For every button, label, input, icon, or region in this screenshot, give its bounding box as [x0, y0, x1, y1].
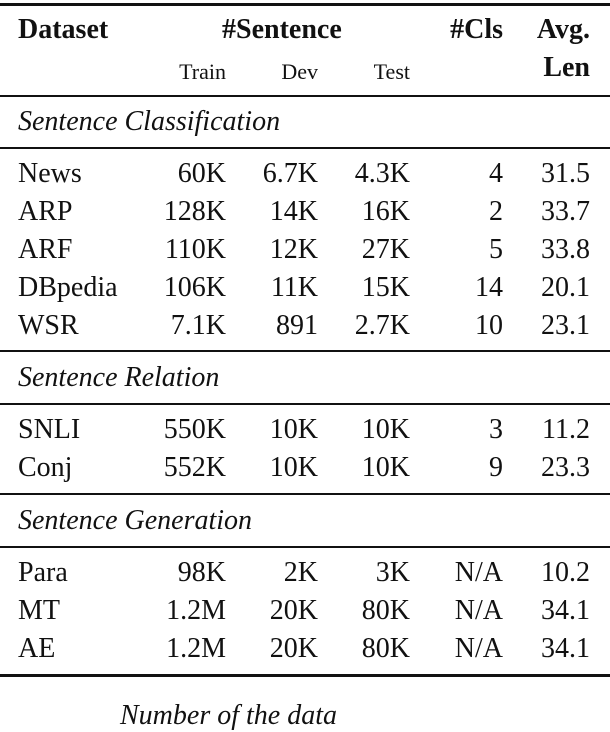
cell-avg-len: 34.1: [541, 595, 590, 626]
table-caption-partial: Number of the data: [120, 700, 337, 731]
cell-cls: N/A: [454, 557, 503, 588]
cell-avg-len: 23.1: [541, 310, 590, 341]
cell-dataset: News: [18, 158, 82, 189]
cell-test: 4.3K: [354, 158, 410, 189]
cell-cls: 3: [489, 414, 503, 445]
cell-avg-len: 11.2: [542, 414, 590, 445]
cell-avg-len: 33.7: [541, 196, 590, 227]
cell-dataset: SNLI: [18, 414, 81, 445]
cell-dev: 20K: [269, 633, 318, 664]
cell-dev: 10K: [269, 452, 318, 483]
cell-dev: 12K: [269, 234, 318, 265]
cell-cls: 9: [489, 452, 503, 483]
cell-cls: N/A: [454, 633, 503, 664]
cell-dev: 6.7K: [262, 158, 318, 189]
cell-dataset: WSR: [18, 310, 79, 341]
header-train: Train: [179, 59, 226, 84]
cell-test: 2.7K: [354, 310, 410, 341]
section-rule: [0, 546, 610, 548]
cell-train: 98K: [177, 557, 226, 588]
cell-cls: 2: [489, 196, 503, 227]
section-rule: [0, 493, 610, 495]
cell-test: 15K: [361, 272, 410, 303]
cell-dataset: AE: [18, 633, 56, 664]
cell-dev: 2K: [283, 557, 318, 588]
cell-dev: 11K: [270, 272, 318, 303]
cell-test: 16K: [361, 196, 410, 227]
header-len: Len: [543, 52, 590, 83]
cell-avg-len: 23.3: [541, 452, 590, 483]
cell-train: 106K: [163, 272, 226, 303]
cell-train: 552K: [163, 452, 226, 483]
header-avg: Avg.: [536, 14, 590, 45]
cell-dev: 20K: [269, 595, 318, 626]
cell-avg-len: 34.1: [541, 633, 590, 664]
cell-dataset: Para: [18, 557, 68, 588]
cell-train: 1.2M: [166, 633, 226, 664]
cell-avg-len: 10.2: [541, 557, 590, 588]
section-rule: [0, 403, 610, 405]
section-rule: [0, 147, 610, 149]
header-dataset: Dataset: [18, 14, 109, 45]
cell-dataset: MT: [18, 595, 60, 626]
section-rule: [0, 350, 610, 352]
header-sentence-group: #Sentence: [222, 14, 342, 45]
header-test: Test: [373, 59, 410, 84]
cell-avg-len: 31.5: [541, 158, 590, 189]
section-title-classification: Sentence Classification: [18, 106, 281, 137]
cell-test: 10K: [361, 414, 410, 445]
cell-dev: 891: [276, 310, 318, 341]
cell-cls: N/A: [454, 595, 503, 626]
header-cls: #Cls: [450, 14, 503, 45]
cell-dev: 10K: [269, 414, 318, 445]
header-rule: [0, 95, 610, 97]
cell-dataset: DBpedia: [18, 272, 118, 303]
cell-test: 3K: [375, 557, 410, 588]
cell-test: 80K: [361, 633, 410, 664]
cell-test: 10K: [361, 452, 410, 483]
cell-dataset: ARF: [18, 234, 73, 265]
cell-train: 110K: [164, 234, 226, 265]
cell-cls: 4: [489, 158, 503, 189]
section-title-generation: Sentence Generation: [18, 505, 253, 536]
bottom-rule: [0, 674, 610, 677]
cell-avg-len: 20.1: [541, 272, 590, 303]
cell-train: 60K: [177, 158, 226, 189]
cell-test: 27K: [361, 234, 410, 265]
cell-train: 1.2M: [166, 595, 226, 626]
section-title-relation: Sentence Relation: [18, 362, 220, 393]
cell-train: 7.1K: [170, 310, 226, 341]
cell-dataset: Conj: [18, 452, 73, 483]
top-rule: [0, 3, 610, 6]
cell-cls: 14: [475, 272, 503, 303]
cell-dev: 14K: [269, 196, 318, 227]
cell-avg-len: 33.8: [541, 234, 590, 265]
cell-cls: 10: [475, 310, 503, 341]
cell-train: 128K: [163, 196, 226, 227]
header-dev: Dev: [281, 59, 318, 84]
cell-cls: 5: [489, 234, 503, 265]
cell-test: 80K: [361, 595, 410, 626]
cell-train: 550K: [163, 414, 226, 445]
cell-dataset: ARP: [18, 196, 73, 227]
